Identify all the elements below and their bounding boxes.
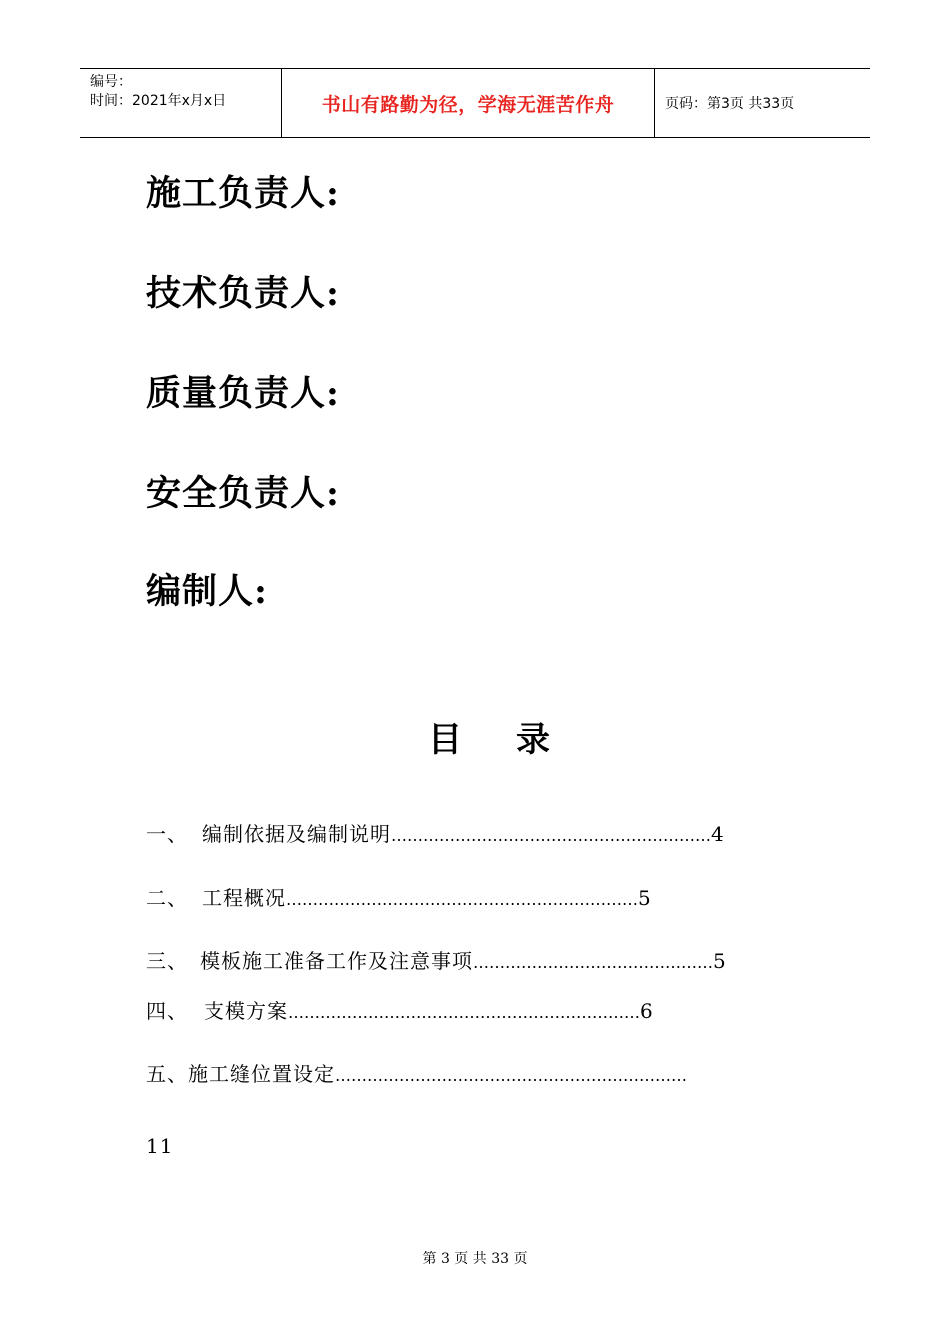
page-footer: 第 3 页 共 33 页 (422, 1251, 528, 1267)
header-page-info: 页码：第3页 共33页 (665, 96, 795, 112)
toc-item (146, 945, 727, 974)
toc-item-leader-dots: ………………………………………………………… (286, 890, 638, 909)
toc-item (146, 818, 725, 847)
toc-item-number: 三、 (146, 949, 188, 973)
toc-item-label: 施工缝位置设定 (188, 1062, 335, 1086)
toc-overflow-page: 11 (146, 1134, 174, 1158)
toc-item-label: 编制依据及编制说明 (202, 822, 391, 846)
role-safety-lead: 安全负责人: (146, 473, 340, 514)
toc-item-number: 四、 (146, 999, 188, 1023)
toc-item-leader-dots: ……………………………………… (473, 953, 713, 972)
toc-item-label: 支模方案 (204, 999, 288, 1023)
toc-item-page: 6 (640, 999, 654, 1023)
header-time-label: 时间：2021年x月x日 (90, 93, 227, 109)
role-compiler: 编制人: (146, 571, 268, 612)
toc-item-leader-dots: ………………………………………………………… (288, 1003, 640, 1022)
toc-item-label: 工程概况 (202, 886, 286, 910)
header-meta (80, 69, 282, 137)
toc-item-page: 5 (638, 886, 652, 910)
toc-item-number: 五、 (146, 1062, 188, 1086)
page-header (80, 68, 870, 138)
toc-item-page: 4 (711, 822, 725, 846)
header-motto: 书山有路勤为径，学海无涯苦作舟 (282, 69, 655, 137)
toc-item-number: 一、 (146, 822, 188, 846)
toc-title (428, 712, 550, 761)
toc-title-right: 录 (516, 720, 550, 760)
role-quality-lead: 质量负责人: (146, 373, 340, 414)
toc-item-label: 模板施工准备工作及注意事项 (200, 949, 473, 973)
toc-item (146, 995, 654, 1024)
toc-item-page: 5 (713, 949, 727, 973)
toc-item-number: 二、 (146, 886, 188, 910)
role-technical-lead: 技术负责人: (146, 273, 340, 314)
toc-item-leader-dots: …………………………………………………… (391, 826, 711, 845)
role-construction-lead: 施工负责人: (146, 173, 340, 214)
toc-item-leader-dots: ………………………………………………………… (335, 1066, 687, 1085)
toc-title-left: 目 (428, 720, 462, 760)
header-number-label: 编号： (90, 74, 132, 90)
toc-item (146, 882, 652, 911)
toc-item (146, 1058, 687, 1087)
